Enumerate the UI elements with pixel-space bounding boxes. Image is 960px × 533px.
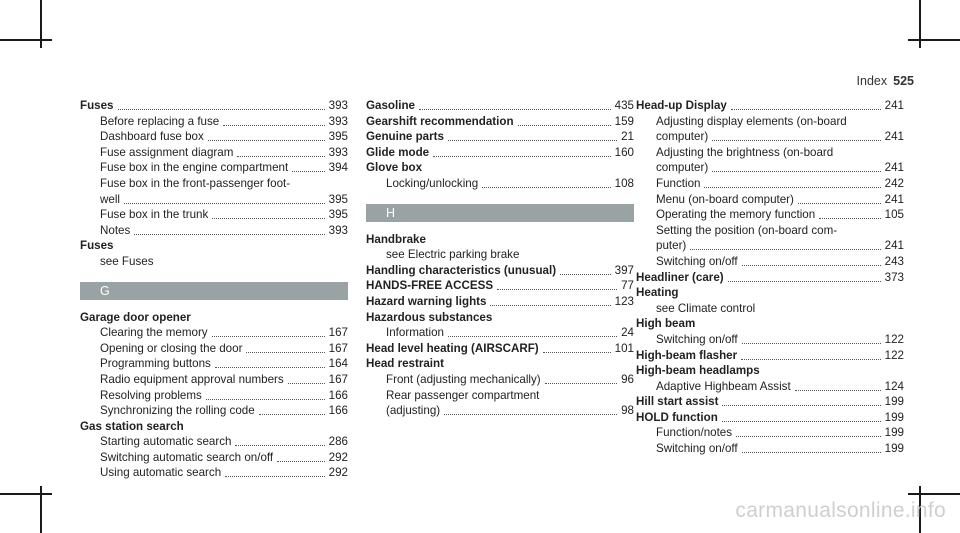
entry-term: puter) [656, 239, 687, 253]
dot-leader [118, 98, 325, 110]
page-reference: 101 [614, 341, 634, 355]
page-reference: 241 [884, 192, 904, 206]
entry-term: Switching on/off [656, 442, 738, 456]
index-subentry [636, 254, 904, 270]
index-subentry [80, 325, 348, 341]
entry-term: Function/notes [656, 426, 733, 440]
index-entry-heading [366, 160, 634, 176]
page-reference: 373 [884, 270, 904, 284]
index-subentry [80, 341, 348, 357]
page-reference: 166 [328, 404, 348, 418]
dot-leader [246, 341, 324, 353]
dot-leader [795, 379, 881, 391]
page-reference: 199 [884, 426, 904, 440]
entry-term: Clearing the memory [100, 326, 208, 340]
page-reference: 199 [884, 410, 904, 424]
index-entry [636, 410, 904, 426]
entry-term: (adjusting) [386, 404, 441, 418]
index-column-1 [80, 98, 348, 481]
entry-term: Head level heating (AIRSCARF) [366, 341, 539, 355]
page-reference: 292 [328, 466, 348, 480]
dot-leader [208, 129, 325, 141]
entry-term: Before replacing a fuse [100, 114, 220, 128]
dot-leader [206, 388, 325, 400]
dot-leader [543, 341, 611, 353]
entry-term: Switching on/off [656, 332, 738, 346]
index-subentry [80, 356, 348, 372]
index-entry-heading [366, 232, 634, 248]
index-entry [366, 145, 634, 161]
index-subentry [80, 207, 348, 223]
entry-term: Information [386, 326, 444, 340]
page-reference: 167 [328, 326, 348, 340]
index-subentry [636, 238, 904, 254]
page-reference: 241 [884, 239, 904, 253]
page-reference: 435 [614, 99, 634, 112]
index-subentry [80, 192, 348, 208]
dot-leader [444, 403, 617, 415]
index-entry-heading [80, 238, 348, 254]
entry-term: HOLD function [636, 410, 718, 424]
entry-term: Dashboard fuse box [100, 130, 204, 144]
index-subentry-text: see Fuses [100, 254, 154, 268]
dot-leader [134, 223, 324, 235]
index-subentry [80, 145, 348, 161]
crop-mark [40, 0, 42, 48]
entry-term: Handbrake [366, 232, 426, 246]
crop-mark [919, 0, 921, 48]
index-subentry [366, 403, 634, 419]
dot-leader [731, 98, 881, 110]
dot-leader [712, 129, 880, 141]
watermark: carmanualsonline.info [735, 499, 946, 522]
entry-term: Heating [636, 286, 679, 300]
index-entry-heading [366, 356, 634, 372]
index-subentry-text: see Electric parking brake [386, 248, 520, 262]
entry-term: Garage door opener [80, 310, 191, 324]
section-letter-header: G [80, 282, 348, 300]
index-column-3 [636, 98, 904, 457]
page-reference: 394 [328, 161, 348, 175]
entry-term: Fuse assignment diagram [100, 145, 234, 159]
entry-term: computer) [656, 161, 709, 175]
entry-term: Head restraint [366, 357, 444, 371]
dot-leader [212, 325, 325, 337]
index-entry-heading [366, 310, 634, 326]
entry-term: Programming buttons [100, 357, 211, 371]
index-subentry-text: see Climate control [656, 301, 756, 315]
page-header [857, 74, 914, 88]
index-subentry [80, 114, 348, 130]
dot-leader [497, 278, 617, 290]
entry-term: Glide mode [366, 145, 430, 159]
index-entry [636, 270, 904, 286]
dot-leader [712, 160, 880, 172]
dot-leader [288, 372, 325, 384]
page-reference: 393 [328, 114, 348, 128]
dot-leader [223, 114, 324, 126]
entry-term: Function [656, 176, 701, 190]
entry-term: High beam [636, 317, 696, 331]
index-entry [366, 114, 634, 130]
dot-leader [448, 129, 617, 141]
dot-leader [798, 192, 881, 204]
entry-term: Fuses [80, 99, 114, 112]
dot-leader [482, 176, 610, 188]
index-subentry [636, 379, 904, 395]
entry-term: Gasoline [366, 99, 415, 112]
index-subentry [636, 332, 904, 348]
dot-leader [690, 238, 880, 250]
page-reference: 77 [621, 279, 634, 293]
dot-leader [124, 192, 325, 204]
entry-term: Radio equipment approval numbers [100, 372, 284, 386]
page-reference: 105 [884, 208, 904, 222]
index-subentry [80, 160, 348, 176]
page-reference: 98 [621, 404, 634, 418]
entry-term: High-beam flasher [636, 348, 738, 362]
index-entry [366, 263, 634, 279]
entry-term: Switching on/off [656, 254, 738, 268]
entry-term: Fuse box in the trunk [100, 208, 209, 222]
page-reference: 96 [621, 372, 634, 386]
dot-leader [448, 325, 617, 337]
page-reference: 393 [328, 145, 348, 159]
page-reference: 167 [328, 372, 348, 386]
dot-leader [742, 254, 881, 266]
dot-leader [545, 372, 617, 384]
entry-term: Locking/unlocking [386, 176, 479, 190]
index-entry-heading [636, 285, 904, 301]
index-entry [636, 394, 904, 410]
dot-leader [704, 176, 880, 188]
index-subentry [80, 465, 348, 481]
dot-leader [212, 207, 324, 219]
page-reference: 24 [621, 326, 634, 340]
page-reference: 199 [884, 442, 904, 456]
dot-leader [215, 356, 325, 368]
dot-leader [736, 425, 881, 437]
entry-term: Genuine parts [366, 130, 444, 144]
index-entry-heading [80, 419, 348, 435]
dot-leader [728, 270, 881, 282]
entry-term: Gas station search [80, 419, 184, 433]
page-reference: 21 [621, 130, 634, 144]
page-reference: 122 [884, 348, 904, 362]
page-reference: 164 [328, 357, 348, 371]
page-reference: 395 [328, 130, 348, 144]
index-subentry [80, 403, 348, 419]
page-reference: 160 [614, 145, 634, 159]
dot-leader [259, 403, 325, 415]
entry-term: Fuse box in the engine compartment [100, 161, 289, 175]
page-reference: 108 [614, 176, 634, 190]
index-subentry [80, 388, 348, 404]
index-subentry [366, 372, 634, 388]
entry-term: Notes [100, 223, 131, 237]
entry-term: Headliner (care) [636, 270, 724, 284]
page-reference: 393 [328, 223, 348, 237]
index-subentry [80, 223, 348, 239]
dot-leader [419, 98, 611, 110]
page-reference: 167 [328, 341, 348, 355]
entry-term: Using automatic search [100, 466, 222, 480]
entry-term: Switching automatic search on/off [100, 450, 274, 464]
index-subentry-text: Adjusting display elements (on-board [656, 114, 847, 128]
entry-term: Gearshift recommendation [366, 114, 514, 128]
entry-term: Hill start assist [636, 395, 719, 409]
dot-leader [235, 434, 324, 446]
index-subentry [636, 160, 904, 176]
page-reference: 243 [884, 254, 904, 268]
index-entry [366, 129, 634, 145]
index-subentry [636, 129, 904, 145]
dot-leader [742, 441, 881, 453]
entry-term: Synchronizing the rolling code [100, 404, 255, 418]
entry-term: Head-up Display [636, 99, 727, 112]
page-reference: 199 [884, 395, 904, 409]
dot-leader [433, 145, 611, 157]
index-column-2 [366, 98, 634, 419]
entry-term: Handling characteristics (unusual) [366, 263, 557, 277]
dot-leader [277, 450, 325, 462]
index-subentry [636, 425, 904, 441]
entry-term: Operating the memory function [656, 208, 816, 222]
index-entry [366, 341, 634, 357]
dot-leader [722, 394, 880, 406]
entry-term: well [100, 192, 120, 206]
dot-leader [722, 410, 881, 422]
page-reference: 166 [328, 388, 348, 402]
header-label: Index [856, 74, 888, 88]
index-entry [636, 98, 904, 114]
page-reference: 292 [328, 450, 348, 464]
section-letter-header: H [366, 204, 634, 222]
index-subentry-text: Adjusting the brightness (on-board [656, 145, 834, 159]
page-reference: 395 [328, 192, 348, 206]
index-subentry [366, 325, 634, 341]
entry-term: Opening or closing the door [100, 341, 243, 355]
entry-term: Glove box [366, 161, 423, 175]
entry-term: computer) [656, 130, 709, 144]
entry-term: Hazardous substances [366, 310, 493, 324]
index-entry-heading [636, 363, 904, 379]
dot-leader [237, 145, 324, 157]
index-entry-heading [636, 316, 904, 332]
entry-term: Front (adjusting mechanically) [386, 372, 541, 386]
index-entry-heading [80, 310, 348, 326]
index-subentry [80, 450, 348, 466]
entry-term: Menu (on-board computer) [656, 192, 794, 206]
index-subentry [366, 176, 634, 192]
entry-term: Starting automatic search [100, 435, 232, 449]
entry-term: Fuses [80, 239, 114, 253]
index-subentry-text: Rear passenger compartment [386, 388, 540, 402]
page-reference: 395 [328, 208, 348, 222]
index-entry [80, 98, 348, 114]
dot-leader [225, 465, 325, 477]
dot-leader [741, 348, 881, 360]
crop-mark [0, 39, 52, 41]
page-reference: 397 [614, 263, 634, 277]
dot-leader [292, 160, 324, 172]
index-entry [366, 294, 634, 310]
page-reference: 241 [884, 130, 904, 144]
dot-leader [819, 207, 880, 219]
dot-leader [742, 332, 881, 344]
index-subentry [80, 372, 348, 388]
crop-mark [908, 39, 960, 41]
index-subentry [636, 441, 904, 457]
page-reference: 241 [884, 99, 904, 112]
page-reference: 122 [884, 332, 904, 346]
dot-leader [518, 114, 611, 126]
dot-leader [560, 263, 611, 275]
entry-term: Resolving problems [100, 388, 202, 402]
page-reference: 286 [328, 435, 348, 449]
dot-leader [490, 294, 610, 306]
index-subentry-text: Fuse box in the front-passenger foot- [100, 176, 291, 190]
index-subentry [80, 434, 348, 450]
page-reference: 159 [614, 114, 634, 128]
entry-term: High-beam headlamps [636, 364, 760, 378]
page-reference: 123 [614, 294, 634, 308]
page-reference: 393 [328, 99, 348, 112]
index-subentry [80, 129, 348, 145]
index-subentry [636, 176, 904, 192]
page-reference: 124 [884, 379, 904, 393]
page-reference: 241 [884, 161, 904, 175]
index-subentry [636, 207, 904, 223]
crop-mark [0, 493, 52, 495]
entry-term: Hazard warning lights [366, 294, 487, 308]
index-subentry [636, 192, 904, 208]
entry-term: HANDS-FREE ACCESS [366, 279, 494, 293]
index-entry [366, 98, 634, 114]
crop-mark [908, 493, 960, 495]
index-entry [636, 348, 904, 364]
page-number: 525 [893, 74, 914, 88]
page-reference: 242 [884, 176, 904, 190]
index-subentry-text: Setting the position (on-board com- [656, 223, 838, 237]
entry-term: Adaptive Highbeam Assist [656, 379, 791, 393]
index-entry [366, 278, 634, 294]
